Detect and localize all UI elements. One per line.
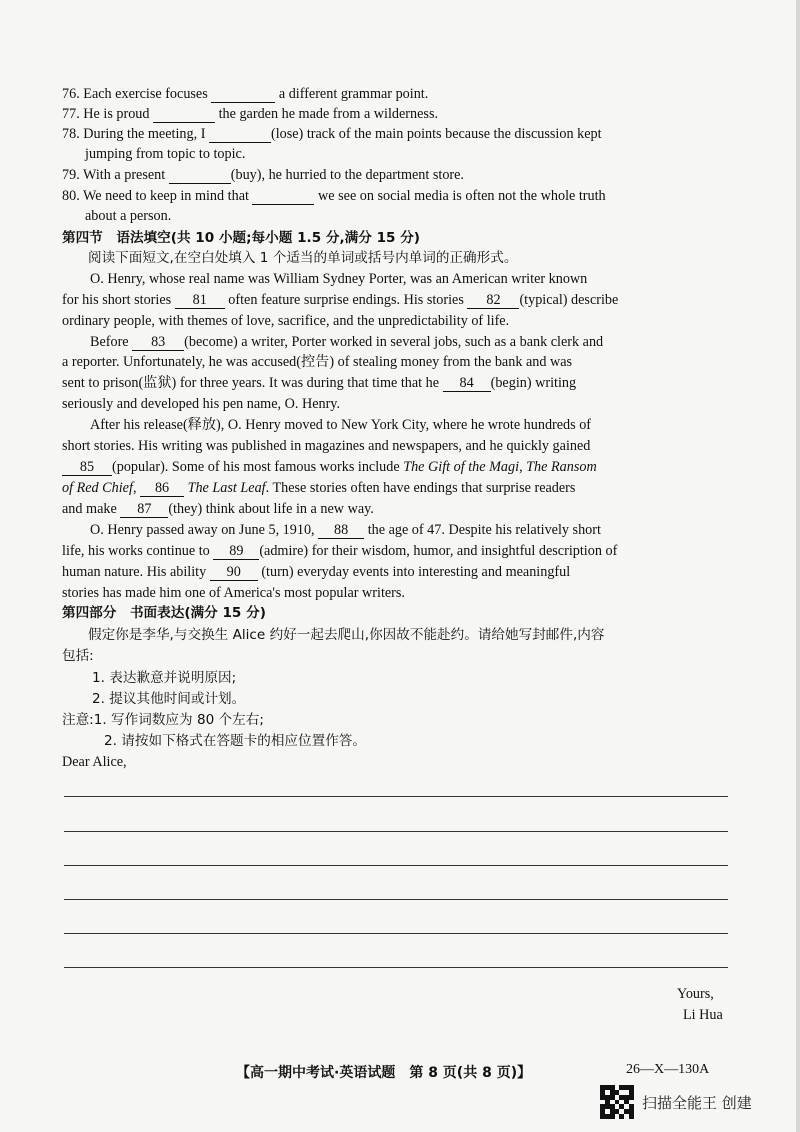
- passage-line: [90, 332, 603, 352]
- writing-item: 1. 表达歉意并说明原因;: [92, 670, 237, 686]
- answer-blank[interactable]: [211, 87, 275, 103]
- question-77: [62, 104, 438, 124]
- question-80-continuation: about a person.: [85, 208, 172, 224]
- section-title: 第四节 语法填空(共 10 小题;每小题 1.5 分,满分 15 分): [62, 230, 421, 246]
- writing-line[interactable]: [64, 899, 728, 900]
- answer-blank-83[interactable]: 83: [132, 335, 184, 351]
- answer-blank[interactable]: [153, 107, 215, 123]
- question-text: During the meeting, I: [83, 126, 206, 142]
- answer-blank-85[interactable]: 85: [62, 460, 112, 476]
- exam-code: 26—X—130A: [626, 1062, 710, 1077]
- section-instruction: 阅读下面短文,在空白处填入 1 个适当的单词或括号内单词的正确形式。: [88, 250, 518, 266]
- answer-blank-81[interactable]: 81: [175, 293, 225, 309]
- passage-text: often feature surprise endings. His stories: [228, 292, 464, 308]
- question-80: [62, 186, 606, 206]
- passage-text: (begin) writing: [490, 375, 577, 391]
- passage-text: the age of 47. Despite his relatively short: [367, 522, 601, 538]
- writing-task: 假定你是李华,与交换生 Alice 约好一起去爬山,你因故不能赴约。请给她写封邮件,内容: [88, 627, 605, 643]
- writing-line[interactable]: [64, 933, 728, 934]
- writing-item: 2. 提议其他时间或计划。: [92, 691, 246, 707]
- part-title: 第四部分 书面表达(满分 15 分): [62, 605, 266, 621]
- answer-blank[interactable]: [252, 189, 314, 205]
- question-text: Each exercise focuses: [83, 86, 208, 102]
- passage-line: [62, 562, 570, 582]
- writing-line[interactable]: [64, 865, 728, 866]
- letter-closing: Yours,: [677, 986, 714, 1002]
- passage-line: a reporter. Unfortunately, he was accused(控告) of stealing money from the bank and was: [62, 354, 573, 370]
- passage-text: (popular). Some of his most famous works include: [112, 459, 400, 475]
- book-title: The Gift of the Magi: [403, 459, 520, 475]
- book-title: The Ransom: [526, 459, 597, 475]
- writing-line[interactable]: [64, 831, 728, 832]
- letter-signature: Li Hua: [683, 1007, 723, 1023]
- book-title: The Last Leaf: [187, 480, 266, 496]
- writing-note: 注意:1. 写作词数应为 80 个左右;: [62, 712, 264, 728]
- passage-text: human nature. His ability: [62, 564, 207, 580]
- passage-line: seriously and developed his pen name, O. Henry.: [62, 396, 341, 412]
- passage-text: sent to prison(监狱) for three years. It was during that time that he: [62, 375, 440, 391]
- passage-line: [62, 290, 618, 310]
- passage-text: ,: [132, 480, 137, 496]
- passage-line: [90, 520, 601, 540]
- question-number: 76.: [62, 86, 80, 102]
- writing-note: 2. 请按如下格式在答题卡的相应位置作答。: [104, 733, 366, 749]
- scanner-watermark: [600, 1085, 752, 1119]
- passage-line: ordinary people, with themes of love, sacrifice, and the unpredictability of life.: [62, 313, 510, 329]
- passage-line: [62, 478, 575, 498]
- qr-code-icon: [600, 1085, 634, 1119]
- passage-text: . These stories often have endings that surprise readers: [265, 480, 576, 496]
- answer-blank-89[interactable]: 89: [213, 544, 259, 560]
- answer-blank[interactable]: [169, 168, 231, 184]
- writing-line[interactable]: [64, 967, 728, 968]
- writing-line[interactable]: [64, 796, 728, 797]
- answer-blank-84[interactable]: 84: [443, 376, 491, 392]
- page-footer: 【高一期中考试·英语试题 第 8 页(共 8 页)】: [236, 1065, 532, 1081]
- question-number: 78.: [62, 126, 80, 142]
- answer-blank-88[interactable]: 88: [318, 523, 364, 539]
- letter-greeting: Dear Alice,: [62, 754, 127, 770]
- question-number: 79.: [62, 167, 80, 183]
- question-text: We need to keep in mind that: [83, 188, 249, 204]
- passage-text: life, his works continue to: [62, 543, 210, 559]
- question-text: (lose) track of the main points because the discussion kept: [270, 126, 602, 142]
- passage-line: After his release(释放), O. Henry moved to New York City, where he wrote hundreds of: [90, 417, 592, 433]
- passage-line: [62, 457, 597, 477]
- book-title: of Red Chief: [62, 480, 133, 496]
- question-text: With a present: [83, 167, 166, 183]
- passage-line: short stories. His writing was published in magazines and newspapers, and he quickly gained: [62, 438, 591, 454]
- question-text: the garden he made from a wilderness.: [218, 106, 439, 122]
- passage-text: (they) think about life in a new way.: [168, 501, 374, 517]
- passage-text: (turn) everyday events into interesting and meaningful: [261, 564, 571, 580]
- passage-line: [62, 373, 576, 393]
- question-78-continuation: jumping from topic to topic.: [85, 146, 246, 162]
- passage-text: and make: [62, 501, 117, 517]
- page-edge: [796, 0, 800, 1132]
- answer-blank-90[interactable]: 90: [210, 565, 258, 581]
- passage-line: stories has made him one of America's most popular writers.: [62, 585, 405, 601]
- question-79: [62, 165, 464, 185]
- question-text: (buy), he hurried to the department store.: [230, 167, 464, 183]
- answer-blank-82[interactable]: 82: [467, 293, 519, 309]
- passage-line: [62, 541, 617, 561]
- passage-text: (typical) describe: [519, 292, 619, 308]
- passage-text: Before: [90, 334, 129, 350]
- answer-blank-86[interactable]: 86: [140, 481, 184, 497]
- answer-blank-87[interactable]: 87: [120, 502, 168, 518]
- passage-text: O. Henry passed away on June 5, 1910,: [90, 522, 315, 538]
- passage-text: (admire) for their wisdom, humor, and insightful description of: [259, 543, 618, 559]
- question-text: a different grammar point.: [278, 86, 429, 102]
- answer-blank[interactable]: [209, 127, 271, 143]
- watermark-text: 扫描全能王 创建: [642, 1093, 752, 1112]
- passage-line: [62, 499, 374, 519]
- writing-task: 包括:: [62, 648, 94, 664]
- question-number: 77.: [62, 106, 80, 122]
- passage-line: O. Henry, whose real name was William Sydney Porter, was an American writer known: [90, 271, 588, 287]
- passage-text: (become) a writer, Porter worked in several jobs, such as a bank clerk and: [184, 334, 604, 350]
- question-text: He is proud: [83, 106, 150, 122]
- question-number: 80.: [62, 188, 80, 204]
- question-78: [62, 124, 602, 144]
- passage-text: for his short stories: [62, 292, 172, 308]
- question-76: [62, 84, 428, 104]
- passage-text: ,: [519, 459, 523, 475]
- question-text: we see on social media is often not the whole truth: [318, 188, 606, 204]
